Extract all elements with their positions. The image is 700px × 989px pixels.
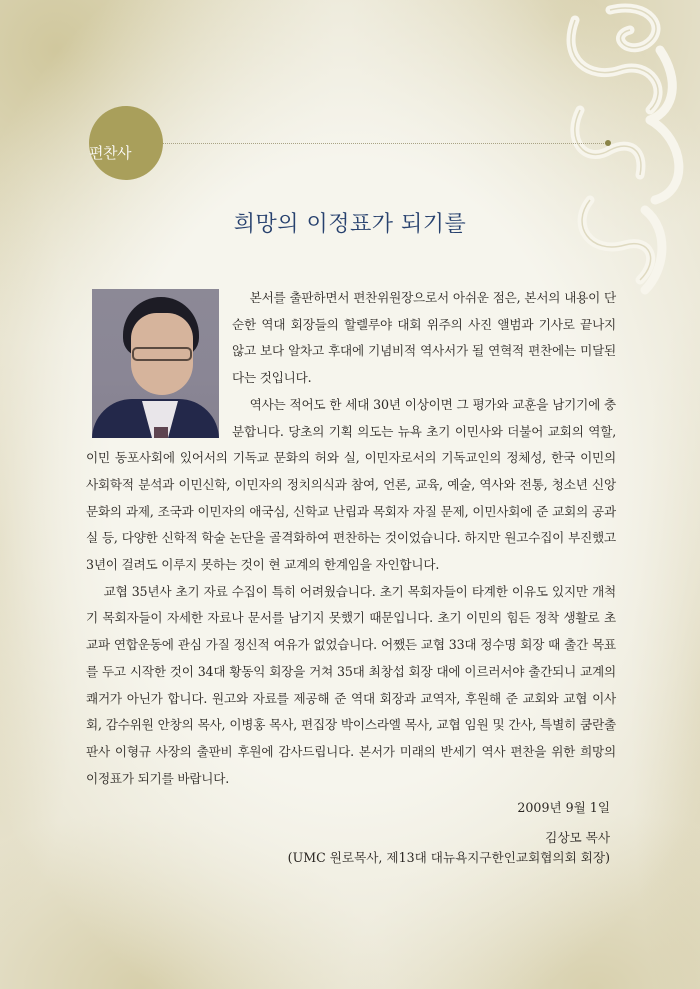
dotted-divider [163, 143, 608, 144]
section-badge [89, 106, 163, 180]
scroll-ornament-icon [550, 0, 700, 300]
signature-date: 2009년 9월 1일 [517, 800, 610, 815]
divider-end-dot-icon [605, 140, 611, 146]
paragraph: 역사는 적어도 한 세대 30년 이상이면 그 평가와 교훈을 남기기에 충분합니다. 당초의 기획 의도는 뉴욕 초기 이민사와 더불어 교회의 역할, 이민 동포사회에 있어서의 기독교 문화의 허와 실, 이민자로서의 기독교인의 정체성, 한국 이민의 사회학적 분석과 이민신학, 이민자의 정치의식과 참여, 언론, 교육, 예술, 역사와 전통, 청소년 신앙문화의 과제, 조국과 이민자의 애국심, 신학교 난립과 목회자 자질 문제, 이민사회에 준 교회의 공과 실 등, 다양한 신학적 학술 논단을 골격화하여 편찬하는 것이었습니다. 하지만 원고수집이 부진했고 3년이 걸려도 이루지 못하는 것이 현 교계의 한계임을 자인합니다. [86, 396, 616, 573]
section-label: 편찬사 [89, 144, 131, 162]
paragraph: 본서를 출판하면서 편찬위원장으로서 아쉬운 점은, 본서의 내용이 단순한 역대 회장들의 할렐루야 대회 위주의 사진 앨범과 기사로 끝나지 않고 보다 알차고 후대에 기념비적 역사서가 될 연혁적 편찬에는 미달된다는 것입니다. [232, 290, 616, 386]
preface-body [86, 285, 616, 792]
signature-block [288, 796, 610, 866]
page-title: 희망의 이정표가 되기를 [233, 212, 467, 237]
paragraph: 교협 35년사 초기 자료 수집이 특히 어려웠습니다. 초기 목회자들이 타계한 이유도 있지만 개척기 목회자들이 자세한 자료나 문서를 남기지 못했기 때문입니다. 초기 이민의 힘든 정착 생활로 초교파 연합운동에 관심 가질 정신적 여유가 없었습니다. 어쨌든 교협 33대 정수명 회장 때 출간 목표를 두고 시작한 것이 34대 황동익 회장을 거쳐 35대 최창섭 회장 대에 이르러서야 출간되니 교계의 쾌거가 아닌가 합니다. 원고와 자료를 제공해 준 역대 회장과 교역자, 후원해 준 교회와 교협 이사회, 감수위원 안창의 목사, 이병홍 목사, 편집장 박이스라엘 목사, 교협 임원 및 간사, 특별히 쿰란출판사 이형규 사장의 출판비 후원에 감사드립니다. 본서가 미래의 반세기 역사 편찬을 위한 희망의 이정표가 되기를 바랍니다. [86, 583, 616, 786]
signature-name: 김상모 목사 [545, 830, 610, 845]
signature-affiliation: (UMC 원로목사, 제13대 대뉴욕지구한인교회협의회 회장) [287, 850, 610, 865]
